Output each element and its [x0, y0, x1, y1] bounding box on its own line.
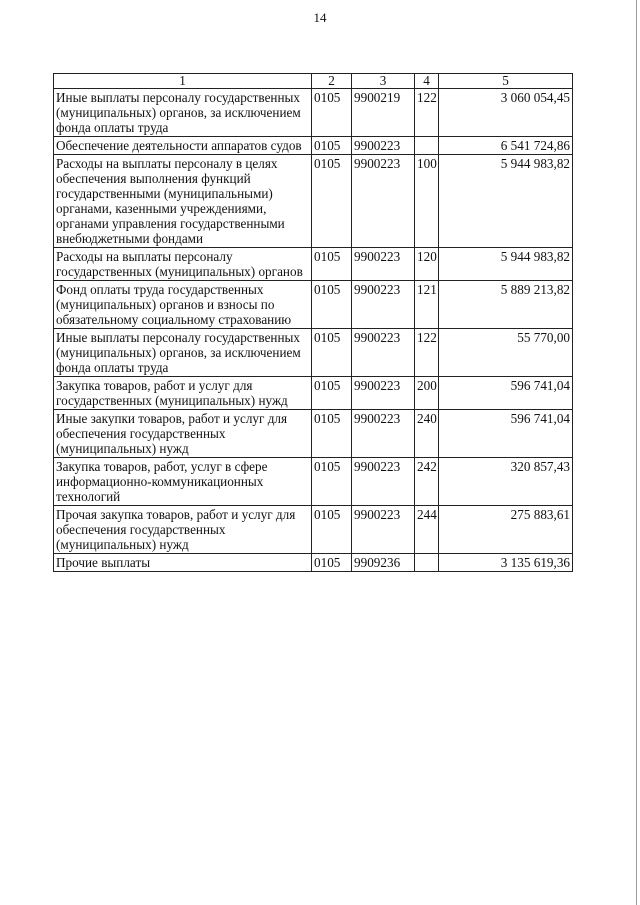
row-amount: 596 741,04 — [439, 410, 573, 458]
table-header-row — [54, 74, 573, 89]
row-section: 0105 — [312, 281, 352, 329]
row-name: Иные выплаты персоналу государственных (муниципальных) органов, за исключением фонда оплаты труда — [54, 89, 312, 137]
table-row — [54, 89, 573, 137]
table-row — [54, 248, 573, 281]
row-type: 121 — [415, 281, 439, 329]
row-amount: 5 889 213,82 — [439, 281, 573, 329]
row-section: 0105 — [312, 137, 352, 155]
row-article: 9900223 — [352, 506, 415, 554]
row-amount: 3 135 619,36 — [439, 554, 573, 572]
row-type: 122 — [415, 329, 439, 377]
row-name: Иные выплаты персоналу государственных (муниципальных) органов, за исключением фонда оплаты труда — [54, 329, 312, 377]
table-row — [54, 554, 573, 572]
row-amount: 596 741,04 — [439, 377, 573, 410]
row-amount: 5 944 983,82 — [439, 155, 573, 248]
row-section: 0105 — [312, 506, 352, 554]
table-row — [54, 281, 573, 329]
row-name: Закупка товаров, работ, услуг в сфере информационно-коммуникационных технологий — [54, 458, 312, 506]
row-article: 9900223 — [352, 248, 415, 281]
row-amount: 275 883,61 — [439, 506, 573, 554]
row-type: 240 — [415, 410, 439, 458]
row-type — [415, 554, 439, 572]
row-name: Прочие выплаты — [54, 554, 312, 572]
row-article: 9900223 — [352, 155, 415, 248]
row-section: 0105 — [312, 377, 352, 410]
table-row — [54, 137, 573, 155]
row-amount: 55 770,00 — [439, 329, 573, 377]
table-row — [54, 155, 573, 248]
row-name: Расходы на выплаты персоналу в целях обеспечения выполнения функций государственными (муниципальными) органами, казенными учреждениями, органами управления государственными внебюджетными фондами — [54, 155, 312, 248]
header-col-2: 2 — [312, 74, 352, 89]
row-article: 9900219 — [352, 89, 415, 137]
row-amount: 5 944 983,82 — [439, 248, 573, 281]
table-row — [54, 377, 573, 410]
row-article: 9900223 — [352, 377, 415, 410]
row-type: 200 — [415, 377, 439, 410]
row-article: 9900223 — [352, 410, 415, 458]
row-name: Иные закупки товаров, работ и услуг для обеспечения государственных (муниципальных) нужд — [54, 410, 312, 458]
row-name: Прочая закупка товаров, работ и услуг для обеспечения государственных (муниципальных) нужд — [54, 506, 312, 554]
row-article: 9909236 — [352, 554, 415, 572]
row-section: 0105 — [312, 248, 352, 281]
header-col-1: 1 — [54, 74, 312, 89]
page-number: 14 — [313, 10, 327, 25]
header-col-4: 4 — [415, 74, 439, 89]
page-edge-line — [636, 0, 637, 905]
table-row — [54, 410, 573, 458]
row-article: 9900223 — [352, 329, 415, 377]
row-name: Обеспечение деятельности аппаратов судов — [54, 137, 312, 155]
row-type: 100 — [415, 155, 439, 248]
row-article: 9900223 — [352, 281, 415, 329]
row-amount: 3 060 054,45 — [439, 89, 573, 137]
header-col-5: 5 — [439, 74, 573, 89]
budget-table — [53, 73, 573, 572]
row-amount: 320 857,43 — [439, 458, 573, 506]
table-row — [54, 458, 573, 506]
row-section: 0105 — [312, 410, 352, 458]
row-type — [415, 137, 439, 155]
header-col-3: 3 — [352, 74, 415, 89]
row-name: Закупка товаров, работ и услуг для государственных (муниципальных) нужд — [54, 377, 312, 410]
row-section: 0105 — [312, 554, 352, 572]
row-name: Расходы на выплаты персоналу государственных (муниципальных) органов — [54, 248, 312, 281]
row-article: 9900223 — [352, 458, 415, 506]
row-type: 122 — [415, 89, 439, 137]
row-section: 0105 — [312, 458, 352, 506]
row-type: 242 — [415, 458, 439, 506]
table-row — [54, 506, 573, 554]
row-type: 244 — [415, 506, 439, 554]
table-row — [54, 329, 573, 377]
row-type: 120 — [415, 248, 439, 281]
row-name: Фонд оплаты труда государственных (муниципальных) органов и взносы по обязательному социальному страхованию — [54, 281, 312, 329]
row-section: 0105 — [312, 89, 352, 137]
row-amount: 6 541 724,86 — [439, 137, 573, 155]
row-section: 0105 — [312, 155, 352, 248]
row-article: 9900223 — [352, 137, 415, 155]
row-section: 0105 — [312, 329, 352, 377]
